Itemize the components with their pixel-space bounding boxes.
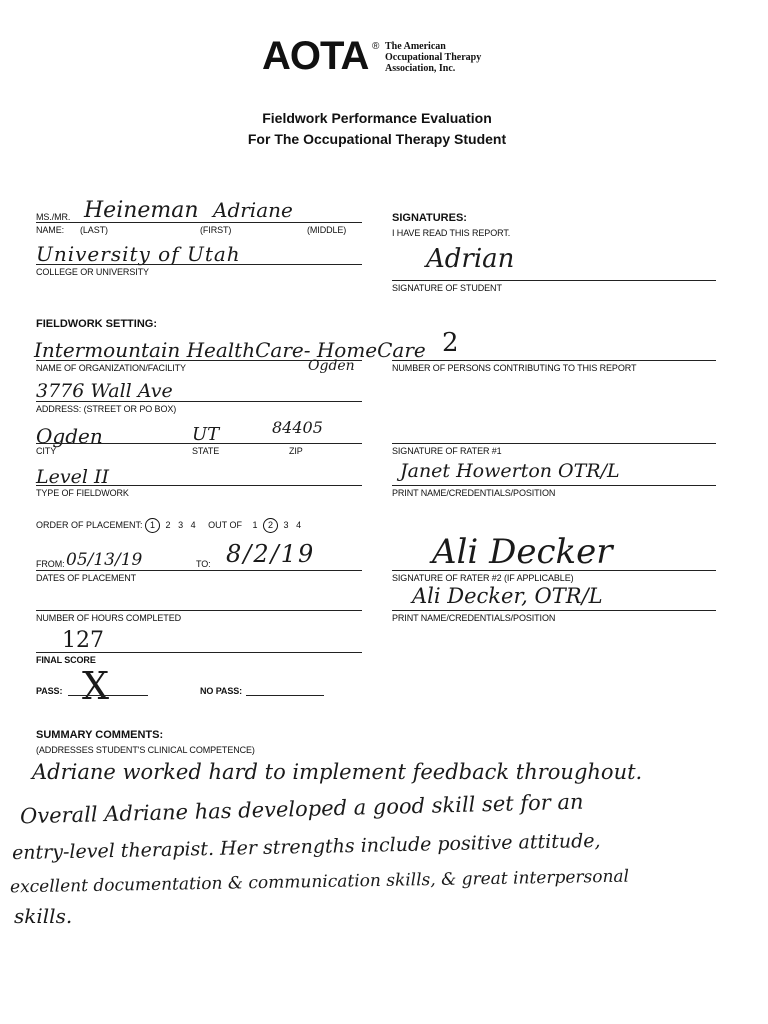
organization-value: Intermountain HealthCare- HomeCare (34, 338, 426, 362)
msmr-label: MS./MR. (36, 212, 71, 222)
city-value: Ogden (36, 424, 103, 448)
persons-contributing-line (392, 360, 716, 361)
college-line (36, 264, 362, 265)
out-of-option-3: 3 (283, 520, 289, 530)
to-date-value: 8/2/19 (226, 540, 316, 568)
summary-comment-line-1: Adriane worked hard to implement feedback throughout. (32, 760, 643, 784)
org-line-3: Association, Inc. (385, 63, 456, 74)
fieldwork-type-value: Level II (36, 466, 109, 488)
dates-label: DATES OF PLACEMENT (36, 573, 137, 583)
name-line (36, 222, 362, 223)
rater1-signature-label: SIGNATURE OF RATER #1 (392, 446, 502, 456)
pass-label: PASS: (36, 686, 63, 696)
from-label: FROM: (36, 559, 65, 569)
summary-comment-line-2: Overall Adriane has developed a good skill set for an (19, 789, 584, 829)
out-of-label: OUT OF (208, 520, 242, 530)
city-label: CITY (36, 446, 57, 456)
signatures-title: SIGNATURES: (392, 212, 467, 224)
rater1-print-line (392, 485, 716, 486)
address-value: 3776 Wall Ave (36, 380, 173, 402)
logo-registered-mark: ® (372, 41, 380, 52)
final-score-value: 127 (62, 628, 104, 653)
order-option-3: 3 (178, 520, 184, 530)
zip-label: ZIP (289, 446, 303, 456)
logo-text: AOTA (262, 34, 369, 78)
last-name-value: Heineman (84, 198, 199, 223)
name-label: NAME: (36, 225, 65, 235)
summary-subtitle: (ADDRESSES STUDENT'S CLINICAL COMPETENCE) (36, 745, 255, 755)
organization-city-value: Ogden (308, 358, 355, 374)
order-option-1: 1 (145, 518, 160, 533)
out-of-option-4: 4 (296, 520, 302, 530)
student-signature-label: SIGNATURE OF STUDENT (392, 283, 502, 293)
pass-mark: X (82, 664, 110, 708)
rater2-print-value: Ali Decker, OTR/L (412, 584, 603, 608)
first-label: (FIRST) (200, 225, 232, 235)
rater2-print-line (392, 610, 716, 611)
summary-comment-line-4: excellent documentation & communication skills, & great interpersonal (9, 866, 630, 898)
org-name-block (385, 41, 481, 74)
pass-line (68, 695, 148, 696)
no-pass-label: NO PASS: (200, 686, 243, 696)
final-score-label: FINAL SCORE (36, 655, 96, 665)
form-title-line-1: Fieldwork Performance Evaluation (262, 110, 492, 126)
no-pass-line (246, 695, 324, 696)
out-of-option-1: 1 (252, 520, 258, 530)
persons-contributing-value: 2 (442, 328, 459, 358)
order-label: ORDER OF PLACEMENT: (36, 520, 143, 530)
middle-label: (MIDDLE) (307, 225, 347, 235)
college-value: University of Utah (36, 242, 241, 266)
hours-line (36, 610, 362, 611)
summary-comment-line-5: skills. (14, 904, 73, 928)
rater1-print-value: Janet Howerton OTR/L (400, 460, 620, 482)
organization-line (36, 360, 362, 361)
rater1-signature-line (392, 443, 716, 444)
org-line-2: Occupational Therapy (385, 52, 482, 63)
to-label: TO: (196, 559, 211, 569)
student-signature-line (392, 280, 716, 281)
order-of-placement (36, 518, 301, 533)
form-title-line-2: For The Occupational Therapy Student (247, 131, 507, 147)
form-title (0, 108, 768, 150)
read-report-label: I HAVE READ THIS REPORT. (392, 228, 511, 238)
rater2-print-label: PRINT NAME/CREDENTIALS/POSITION (392, 613, 556, 623)
student-signature: Adrian (426, 244, 515, 274)
address-label: ADDRESS: (STREET OR PO BOX) (36, 404, 177, 414)
address-line (36, 401, 362, 402)
state-label: STATE (192, 446, 220, 456)
out-of-option-2: 2 (263, 518, 278, 533)
last-label: (LAST) (80, 225, 108, 235)
hours-label: NUMBER OF HOURS COMPLETED (36, 613, 182, 623)
persons-contributing-label: NUMBER OF PERSONS CONTRIBUTING TO THIS REPORT (392, 363, 637, 373)
rater2-signature-line (392, 570, 716, 571)
zip-value: 84405 (272, 418, 323, 437)
state-value: UT (192, 424, 220, 445)
fieldwork-setting-title: FIELDWORK SETTING: (36, 318, 157, 330)
rater1-print-label: PRINT NAME/CREDENTIALS/POSITION (392, 488, 556, 498)
summary-title: SUMMARY COMMENTS: (36, 729, 164, 741)
aota-logo (262, 36, 368, 76)
from-date-value: 05/13/19 (66, 550, 143, 570)
college-label: COLLEGE OR UNIVERSITY (36, 267, 149, 277)
city-line (36, 443, 362, 444)
final-score-line (36, 652, 362, 653)
organization-label: NAME OF ORGANIZATION/FACILITY (36, 363, 186, 373)
org-line-1: The American (385, 41, 446, 52)
first-name-value: Adriane (213, 198, 293, 222)
fieldwork-type-label: TYPE OF FIELDWORK (36, 488, 129, 498)
summary-comment-line-3: entry-level therapist. Her strengths include positive attitude, (11, 829, 601, 865)
order-option-2: 2 (165, 520, 171, 530)
order-option-4: 4 (190, 520, 196, 530)
rater2-signature: Ali Decker (432, 532, 613, 572)
fieldwork-type-line (36, 485, 362, 486)
dates-line (36, 570, 362, 571)
rater2-signature-label: SIGNATURE OF RATER #2 (IF APPLICABLE) (392, 573, 574, 583)
